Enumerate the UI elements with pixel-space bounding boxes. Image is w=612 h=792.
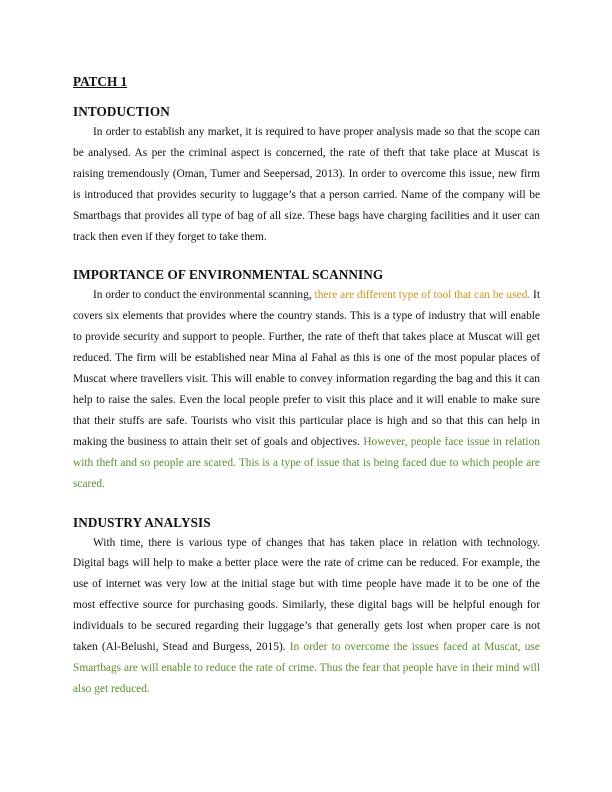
document-body: [73, 72, 540, 700]
intro-text: In order to establish any market, it is required to have proper analysis made so that the scope can be analysed. As per the criminal aspect is concerned, the rate of theft that take place at Muscat is raising tremendously (Oman, Tumer and Seepersad, 2013). In order to overcome this issue, new firm is introduced that provides security to luggage’s that a person carried. Name of the company will be Smartbags that provides all type of bag of all size. These bags have charging facilities and it user can track then even if they forget to take them.: [73, 126, 540, 243]
env-highlight-orange: there are different type of tool that can be used.: [314, 289, 531, 302]
patch-title: PATCH 1: [73, 74, 128, 89]
paragraph-introduction: [73, 122, 540, 247]
env-text-2: It covers six elements that provides where the country stands. This is a type of industry that will enable to provide security and support to people. Further, the rate of theft that takes place at Muscat will get reduced. The firm will be established near Mina al Fahal as this is one of the most popular places of Muscat where travellers visit. This will enable to convey information regarding the bag and this it can help to raise the sales. Even the local people prefer to visit this place and it will enable to make sure that their stuffs are safe. Tourists who visit this particular place is high and so that this can help in making the business to attain their set of goals and objectives.: [73, 289, 540, 448]
industry-text: With time, there is various type of changes that has taken place in relation with technology. Digital bags will help to make a better place were the rate of crime can be reduced. For example, the use of internet was very low at the initial stage but with time people have made it to be one of the most effective source for purchasing goods. Similarly, these digital bags will be helpful enough for individuals to be secured regarding their luggage’s that generally gets lost when proper care is not taken (Al-Belushi, Stead and Burgess, 2015).: [73, 536, 540, 654]
paragraph-industry-analysis: [73, 533, 540, 700]
heading-industry-analysis: INDUSTRY ANALYSIS: [73, 514, 211, 530]
heading-environmental-scanning: IMPORTANCE OF ENVIRONMENTAL SCANNING: [73, 267, 384, 283]
env-text-1: In order to conduct the environmental scanning,: [93, 289, 315, 302]
heading-introduction: INTODUCTION: [73, 104, 170, 119]
env-highlight-green: However, people face issue in relation with theft and so people are scared. This is a type of issue that is being faced due to which people are scared.: [73, 435, 540, 490]
paragraph-environmental-scanning: [73, 285, 540, 494]
industry-highlight-green: In order to overcome the issues faced at Muscat, use Smartbags are will enable to reduce the rate of crime. Thus the fear that people have in their mind will also get reduced.: [73, 641, 540, 695]
